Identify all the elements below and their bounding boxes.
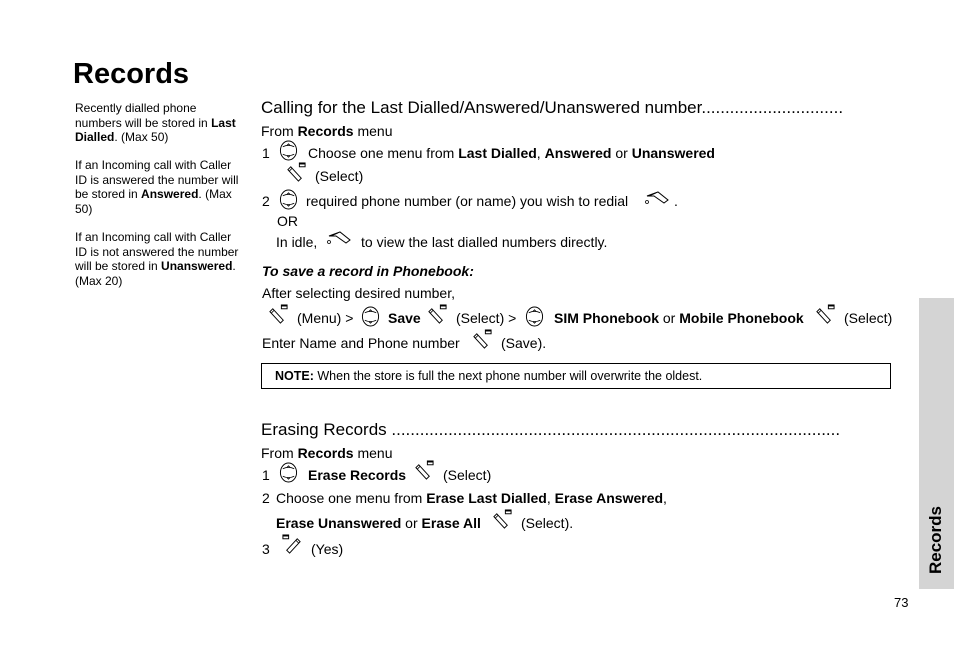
navigation-key-icon (279, 462, 298, 483)
step2-period: . (674, 193, 678, 209)
step-number: 2 (262, 490, 270, 506)
talk-key-icon (326, 230, 352, 246)
step2-erase-choices-cont: Erase Unanswered or Erase All (276, 515, 481, 531)
from-records-menu-1: From Records menu (261, 123, 393, 139)
or-label: OR (277, 213, 298, 229)
talk-key-icon (644, 190, 670, 206)
soft-key-icon (414, 460, 435, 481)
step-number: 3 (262, 541, 270, 557)
soft-key-icon (815, 304, 836, 325)
save-record-heading: To save a record in Phonebook: (262, 263, 474, 279)
select-label: (Select) (443, 467, 492, 483)
section-heading-last-dialled: Calling for the Last Dialled/Answered/Unanswered number.............................. (261, 98, 844, 117)
phonebook-choice: SIM Phonebook or Mobile Phonebook (554, 310, 804, 326)
note-text: When the store is full the next phone number will overwrite the oldest. (313, 369, 703, 383)
select-label: (Select) (315, 168, 364, 184)
note-label: NOTE: (275, 369, 314, 383)
save-paren-label: (Save). (501, 335, 547, 351)
navigation-key-icon (525, 306, 544, 327)
select-label: (Select) > (456, 310, 517, 326)
enter-name-text: Enter Name and Phone number (262, 335, 460, 351)
after-selecting-text: After selecting desired number, (262, 285, 455, 301)
erase-records-label: Erase Records (308, 467, 407, 483)
section-heading-erasing: Erasing Records ............................................................................................... (261, 420, 841, 439)
soft-key-icon (268, 304, 289, 325)
margin-note-answered: If an Incoming call with Caller ID is answered the number will be stored in Answered. (Max 50) (75, 158, 239, 216)
soft-key-icon (281, 534, 302, 555)
soft-key-icon (492, 509, 513, 530)
margin-note-unanswered: If an Incoming call with Caller ID is not answered the number will be stored in Unanswered. (Max 20) (75, 230, 239, 288)
from-records-menu-2: From Records menu (261, 445, 393, 461)
navigation-key-icon (279, 189, 298, 210)
idle-text: In idle, (276, 234, 318, 250)
side-tab-label: Records (926, 505, 945, 575)
soft-key-icon (472, 329, 493, 350)
margin-note-last-dialled: Recently dialled phone numbers will be stored in Last Dialled. (Max 50) (75, 101, 236, 144)
menu-label: (Menu) > (297, 310, 354, 326)
page-title: Records (73, 58, 190, 90)
note-box (261, 363, 891, 389)
step-number: 2 (262, 193, 270, 209)
step1-choose-text: Choose one menu from Last Dialled, Answered or Unanswered (308, 145, 715, 161)
soft-key-icon (286, 162, 307, 183)
yes-label: (Yes) (311, 541, 344, 557)
select-label: (Select). (521, 515, 574, 531)
step-number: 1 (262, 145, 270, 161)
soft-key-icon (427, 304, 448, 325)
select-label: (Select) (844, 310, 893, 326)
navigation-key-icon (361, 306, 380, 327)
idle-text-end: to view the last dialled numbers directly. (361, 234, 608, 250)
page-number: 73 (894, 595, 909, 610)
save-label: Save (388, 310, 421, 326)
step2-erase-choices: Choose one menu from Erase Last Dialled, Erase Answered, (276, 490, 667, 506)
navigation-key-icon (279, 140, 298, 161)
step-number: 1 (262, 467, 270, 483)
step2-text: required phone number (or name) you wish to redial (306, 193, 629, 209)
